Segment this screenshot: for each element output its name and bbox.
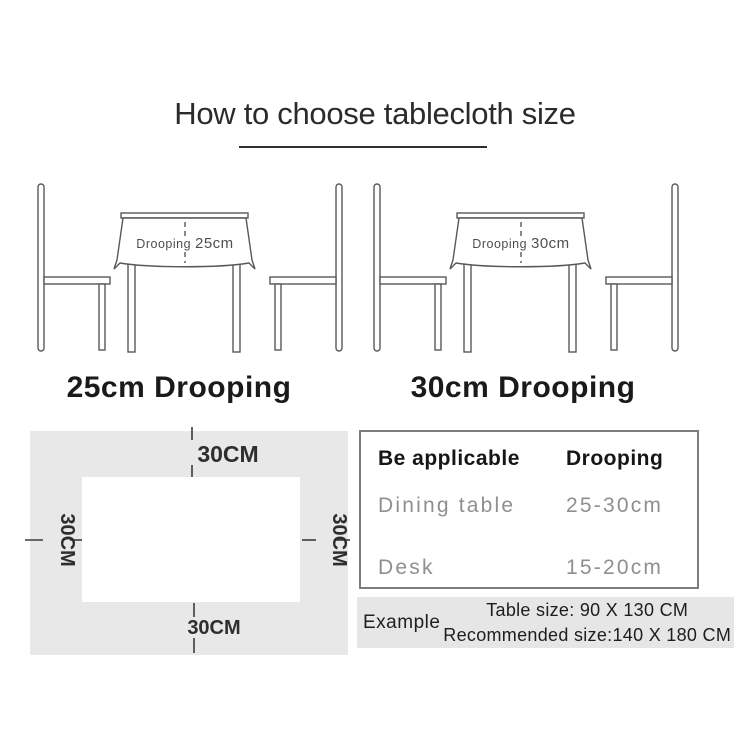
table-value-desk: 15-20cm: [566, 556, 664, 579]
drooping-word: Drooping: [136, 237, 196, 251]
drooping-label: [472, 235, 569, 252]
spread-diagram: [20, 425, 350, 660]
dim-top-label: 30CM: [197, 441, 259, 467]
chair-right-icon: [270, 184, 342, 351]
drooping-word: Drooping: [472, 237, 532, 251]
title-underline: [239, 146, 487, 148]
caption-30cm-drooping: 30cm Drooping: [410, 371, 636, 404]
chair-right-icon: [606, 184, 678, 351]
table-value-dining-table: 25-30cm: [566, 494, 664, 517]
table-header-be-applicable: Be applicable: [378, 447, 520, 470]
table-row-dining-table: Dining table: [378, 494, 516, 517]
illustration-30cm-drooping: [356, 172, 696, 357]
drooping-label: [136, 235, 233, 252]
example-recommended-size: Recommended size:140 X 180 CM: [443, 624, 732, 645]
drooping-value: 25cm: [195, 235, 234, 252]
example-strip: [357, 597, 734, 648]
dim-right-label: 30CM: [328, 513, 350, 567]
dim-bottom-label: 30CM: [187, 617, 241, 639]
page-title: How to choose tablecloth size: [174, 96, 576, 131]
table-header-drooping: Drooping: [566, 447, 664, 470]
example-sizes: [440, 598, 734, 648]
drooping-value: 30cm: [531, 235, 570, 252]
caption-25cm-drooping: 25cm Drooping: [66, 371, 292, 404]
table-row-desk: Desk: [378, 556, 435, 579]
tabletop-area: [82, 477, 300, 602]
chair-left-icon: [38, 184, 110, 351]
drooping-size-table: [359, 430, 699, 589]
example-label: Example: [363, 611, 441, 633]
chair-left-icon: [374, 184, 446, 351]
dim-left-label: 30CM: [56, 513, 78, 567]
example-table-size: Table size: 90 X 130 CM: [486, 599, 689, 620]
illustration-25cm-drooping: [20, 172, 360, 357]
